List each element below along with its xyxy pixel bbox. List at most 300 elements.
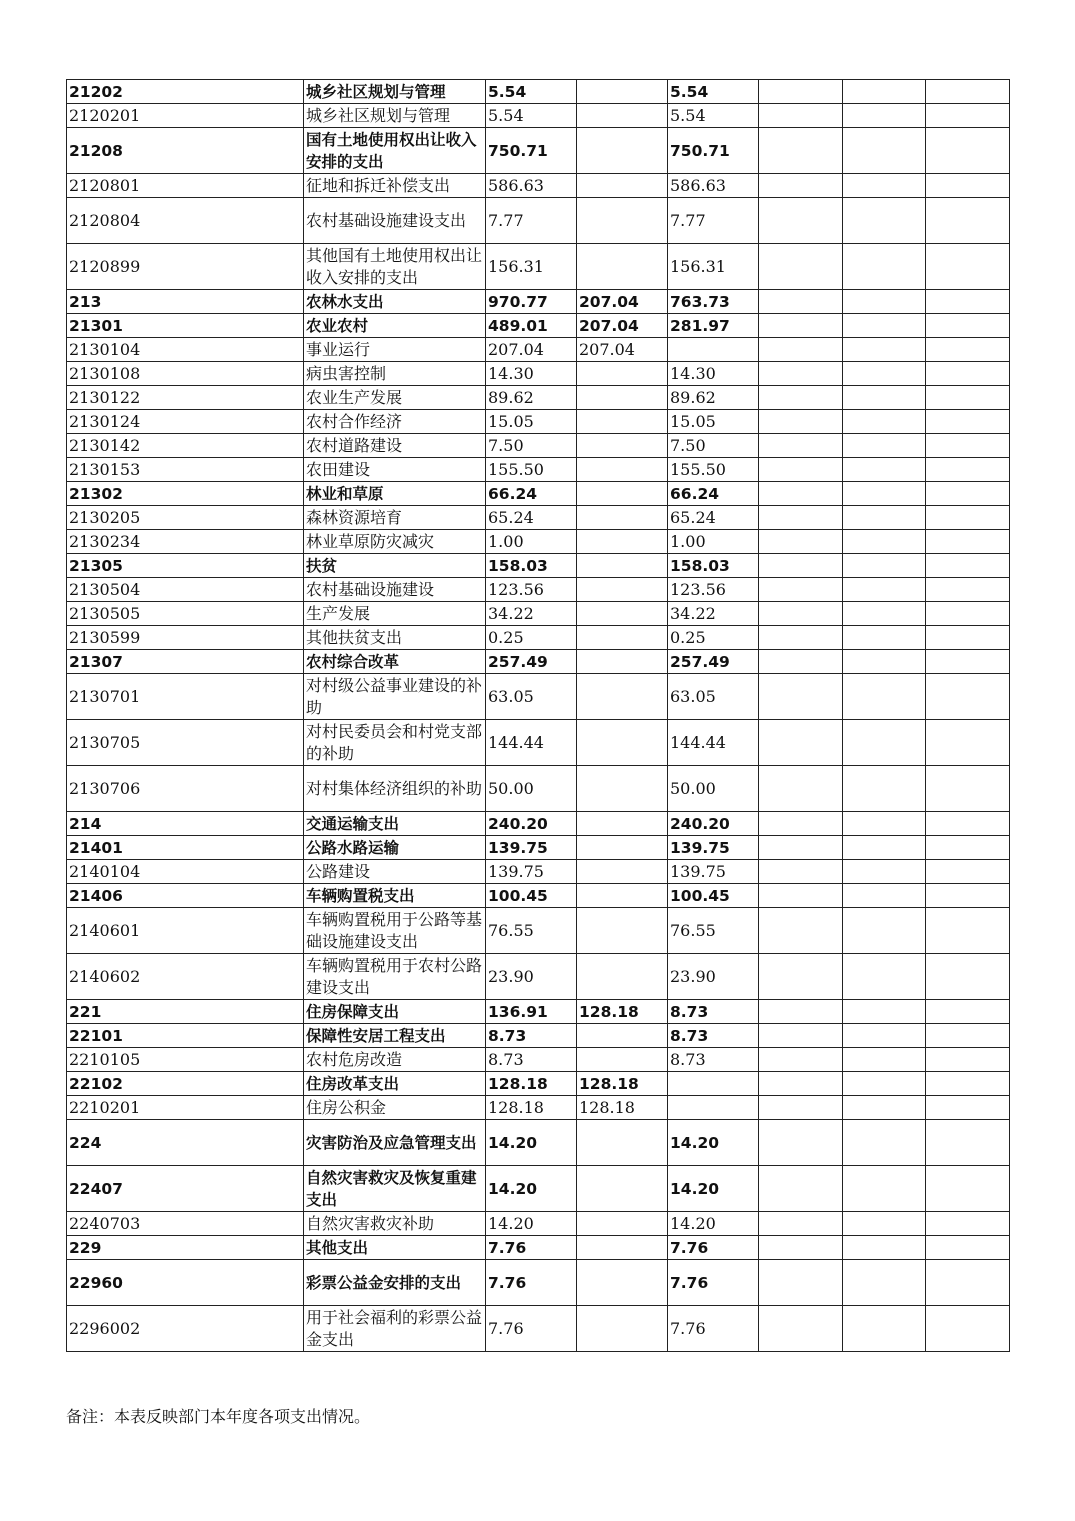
empty-cell: [926, 954, 1010, 1000]
name-cell: 生产发展: [304, 602, 486, 626]
code-cell: 22102: [67, 1072, 304, 1096]
empty-cell: [926, 1048, 1010, 1072]
project-cell: 66.24: [668, 482, 759, 506]
empty-cell: [759, 554, 843, 578]
basic-cell: 207.04: [577, 314, 668, 338]
total-cell: 5.54: [486, 104, 577, 128]
total-cell: 7.50: [486, 434, 577, 458]
total-cell: 155.50: [486, 458, 577, 482]
empty-cell: [843, 554, 926, 578]
empty-cell: [926, 104, 1010, 128]
empty-cell: [759, 812, 843, 836]
table-row: [67, 720, 1010, 766]
code-cell: 2130205: [67, 506, 304, 530]
empty-cell: [843, 812, 926, 836]
empty-cell: [843, 1306, 926, 1352]
project-cell: 155.50: [668, 458, 759, 482]
project-cell: 100.45: [668, 884, 759, 908]
empty-cell: [843, 80, 926, 104]
table-row: [67, 410, 1010, 434]
basic-cell: 128.18: [577, 1000, 668, 1024]
basic-cell: [577, 812, 668, 836]
empty-cell: [759, 410, 843, 434]
empty-cell: [843, 1024, 926, 1048]
total-cell: 7.76: [486, 1236, 577, 1260]
code-cell: 2130701: [67, 674, 304, 720]
project-cell: 7.50: [668, 434, 759, 458]
empty-cell: [843, 410, 926, 434]
total-cell: 14.30: [486, 362, 577, 386]
code-cell: 224: [67, 1120, 304, 1166]
empty-cell: [759, 198, 843, 244]
empty-cell: [926, 626, 1010, 650]
project-cell: 7.77: [668, 198, 759, 244]
table-row: [67, 174, 1010, 198]
empty-cell: [926, 836, 1010, 860]
basic-cell: 128.18: [577, 1096, 668, 1120]
empty-cell: [843, 626, 926, 650]
basic-cell: [577, 860, 668, 884]
name-cell: 用于社会福利的彩票公益金支出: [304, 1306, 486, 1352]
code-cell: 2130104: [67, 338, 304, 362]
empty-cell: [759, 338, 843, 362]
empty-cell: [926, 244, 1010, 290]
empty-cell: [759, 506, 843, 530]
table-row: [67, 1000, 1010, 1024]
empty-cell: [759, 530, 843, 554]
table-row: [67, 314, 1010, 338]
basic-cell: [577, 954, 668, 1000]
name-cell: 对村民委员会和村党支部的补助: [304, 720, 486, 766]
empty-cell: [843, 1166, 926, 1212]
basic-cell: [577, 836, 668, 860]
project-cell: 5.54: [668, 104, 759, 128]
basic-cell: [577, 1024, 668, 1048]
code-cell: 2130108: [67, 362, 304, 386]
code-cell: 21401: [67, 836, 304, 860]
empty-cell: [926, 1236, 1010, 1260]
basic-cell: [577, 386, 668, 410]
empty-cell: [926, 650, 1010, 674]
empty-cell: [843, 1072, 926, 1096]
empty-cell: [926, 1212, 1010, 1236]
empty-cell: [926, 602, 1010, 626]
empty-cell: [926, 198, 1010, 244]
empty-cell: [926, 554, 1010, 578]
empty-cell: [926, 720, 1010, 766]
empty-cell: [843, 1212, 926, 1236]
project-cell: 0.25: [668, 626, 759, 650]
project-cell: 50.00: [668, 766, 759, 812]
empty-cell: [926, 1120, 1010, 1166]
empty-cell: [759, 1306, 843, 1352]
total-cell: 50.00: [486, 766, 577, 812]
project-cell: 158.03: [668, 554, 759, 578]
table-row: [67, 884, 1010, 908]
name-cell: 自然灾害救灾及恢复重建支出: [304, 1166, 486, 1212]
empty-cell: [759, 1120, 843, 1166]
empty-cell: [759, 244, 843, 290]
empty-cell: [843, 602, 926, 626]
name-cell: 农村基础设施建设: [304, 578, 486, 602]
empty-cell: [759, 766, 843, 812]
code-cell: 22960: [67, 1260, 304, 1306]
total-cell: 7.77: [486, 198, 577, 244]
code-cell: 21202: [67, 80, 304, 104]
empty-cell: [843, 244, 926, 290]
code-cell: 22101: [67, 1024, 304, 1048]
empty-cell: [926, 290, 1010, 314]
basic-cell: [577, 908, 668, 954]
empty-cell: [843, 338, 926, 362]
name-cell: 征地和拆迁补偿支出: [304, 174, 486, 198]
empty-cell: [926, 1306, 1010, 1352]
empty-cell: [843, 530, 926, 554]
code-cell: 2240703: [67, 1212, 304, 1236]
total-cell: 14.20: [486, 1120, 577, 1166]
total-cell: 128.18: [486, 1072, 577, 1096]
empty-cell: [843, 954, 926, 1000]
basic-cell: [577, 244, 668, 290]
code-cell: 2130124: [67, 410, 304, 434]
basic-cell: [577, 434, 668, 458]
total-cell: 123.56: [486, 578, 577, 602]
project-cell: 8.73: [668, 1024, 759, 1048]
empty-cell: [926, 80, 1010, 104]
basic-cell: [577, 410, 668, 434]
total-cell: 156.31: [486, 244, 577, 290]
code-cell: 2130706: [67, 766, 304, 812]
table-row: [67, 1120, 1010, 1166]
expenditure-table: [66, 79, 1010, 1352]
empty-cell: [926, 314, 1010, 338]
empty-cell: [759, 884, 843, 908]
basic-cell: 128.18: [577, 1072, 668, 1096]
empty-cell: [759, 314, 843, 338]
table-row: [67, 908, 1010, 954]
project-cell: 123.56: [668, 578, 759, 602]
code-cell: 21208: [67, 128, 304, 174]
name-cell: 国有土地使用权出让收入安排的支出: [304, 128, 486, 174]
total-cell: 76.55: [486, 908, 577, 954]
empty-cell: [926, 884, 1010, 908]
code-cell: 2130504: [67, 578, 304, 602]
table-row: [67, 674, 1010, 720]
total-cell: 144.44: [486, 720, 577, 766]
empty-cell: [759, 482, 843, 506]
empty-cell: [843, 314, 926, 338]
empty-cell: [926, 458, 1010, 482]
total-cell: 970.77: [486, 290, 577, 314]
empty-cell: [759, 1236, 843, 1260]
basic-cell: [577, 650, 668, 674]
name-cell: 城乡社区规划与管理: [304, 80, 486, 104]
empty-cell: [759, 836, 843, 860]
total-cell: 89.62: [486, 386, 577, 410]
empty-cell: [759, 80, 843, 104]
name-cell: 公路建设: [304, 860, 486, 884]
basic-cell: [577, 1048, 668, 1072]
code-cell: 2130599: [67, 626, 304, 650]
empty-cell: [926, 1260, 1010, 1306]
name-cell: 灾害防治及应急管理支出: [304, 1120, 486, 1166]
basic-cell: [577, 128, 668, 174]
total-cell: 8.73: [486, 1048, 577, 1072]
basic-cell: [577, 884, 668, 908]
empty-cell: [759, 602, 843, 626]
empty-cell: [759, 720, 843, 766]
empty-cell: [843, 860, 926, 884]
project-cell: 76.55: [668, 908, 759, 954]
basic-cell: [577, 1260, 668, 1306]
basic-cell: [577, 530, 668, 554]
project-cell: 63.05: [668, 674, 759, 720]
total-cell: 34.22: [486, 602, 577, 626]
empty-cell: [843, 908, 926, 954]
project-cell: 7.76: [668, 1306, 759, 1352]
empty-cell: [843, 362, 926, 386]
empty-cell: [759, 1072, 843, 1096]
table-row: [67, 1212, 1010, 1236]
name-cell: 交通运输支出: [304, 812, 486, 836]
empty-cell: [926, 482, 1010, 506]
name-cell: 住房公积金: [304, 1096, 486, 1120]
total-cell: 23.90: [486, 954, 577, 1000]
project-cell: [668, 1096, 759, 1120]
code-cell: 21307: [67, 650, 304, 674]
empty-cell: [926, 908, 1010, 954]
total-cell: 158.03: [486, 554, 577, 578]
name-cell: 其他扶贫支出: [304, 626, 486, 650]
name-cell: 农业生产发展: [304, 386, 486, 410]
empty-cell: [843, 884, 926, 908]
table-row: [67, 104, 1010, 128]
code-cell: 2120201: [67, 104, 304, 128]
total-cell: 136.91: [486, 1000, 577, 1024]
code-cell: 229: [67, 1236, 304, 1260]
total-cell: 207.04: [486, 338, 577, 362]
empty-cell: [759, 128, 843, 174]
name-cell: 对村集体经济组织的补助: [304, 766, 486, 812]
table-row: [67, 954, 1010, 1000]
empty-cell: [759, 104, 843, 128]
empty-cell: [926, 812, 1010, 836]
basic-cell: [577, 198, 668, 244]
empty-cell: [759, 434, 843, 458]
name-cell: 车辆购置税支出: [304, 884, 486, 908]
basic-cell: [577, 362, 668, 386]
empty-cell: [926, 674, 1010, 720]
name-cell: 农村基础设施建设支出: [304, 198, 486, 244]
name-cell: 林业和草原: [304, 482, 486, 506]
basic-cell: [577, 1306, 668, 1352]
code-cell: 2210201: [67, 1096, 304, 1120]
empty-cell: [926, 362, 1010, 386]
name-cell: 公路水路运输: [304, 836, 486, 860]
code-cell: 21406: [67, 884, 304, 908]
table-row: [67, 386, 1010, 410]
project-cell: 750.71: [668, 128, 759, 174]
code-cell: 2120804: [67, 198, 304, 244]
code-cell: 214: [67, 812, 304, 836]
name-cell: 保障性安居工程支出: [304, 1024, 486, 1048]
project-cell: 139.75: [668, 836, 759, 860]
project-cell: 14.30: [668, 362, 759, 386]
name-cell: 森林资源培育: [304, 506, 486, 530]
name-cell: 农村合作经济: [304, 410, 486, 434]
empty-cell: [926, 338, 1010, 362]
table-row: [67, 80, 1010, 104]
empty-cell: [926, 578, 1010, 602]
empty-cell: [843, 482, 926, 506]
table-row: [67, 626, 1010, 650]
empty-cell: [843, 766, 926, 812]
code-cell: 2120801: [67, 174, 304, 198]
table-row: [67, 530, 1010, 554]
basic-cell: [577, 720, 668, 766]
empty-cell: [843, 578, 926, 602]
name-cell: 农村综合改革: [304, 650, 486, 674]
empty-cell: [843, 174, 926, 198]
total-cell: 139.75: [486, 836, 577, 860]
table-row: [67, 1096, 1010, 1120]
table-row: [67, 602, 1010, 626]
table-row: [67, 458, 1010, 482]
project-cell: [668, 1072, 759, 1096]
project-cell: 34.22: [668, 602, 759, 626]
total-cell: 15.05: [486, 410, 577, 434]
code-cell: 2130153: [67, 458, 304, 482]
basic-cell: [577, 1212, 668, 1236]
table-row: [67, 1072, 1010, 1096]
total-cell: 489.01: [486, 314, 577, 338]
table-row: [67, 650, 1010, 674]
name-cell: 事业运行: [304, 338, 486, 362]
total-cell: 5.54: [486, 80, 577, 104]
project-cell: 8.73: [668, 1048, 759, 1072]
total-cell: 66.24: [486, 482, 577, 506]
code-cell: 21305: [67, 554, 304, 578]
empty-cell: [926, 386, 1010, 410]
code-cell: 221: [67, 1000, 304, 1024]
total-cell: 7.76: [486, 1260, 577, 1306]
code-cell: 2296002: [67, 1306, 304, 1352]
basic-cell: 207.04: [577, 290, 668, 314]
empty-cell: [926, 410, 1010, 434]
name-cell: 城乡社区规划与管理: [304, 104, 486, 128]
name-cell: 农林水支出: [304, 290, 486, 314]
code-cell: 2210105: [67, 1048, 304, 1072]
empty-cell: [843, 1000, 926, 1024]
project-cell: 763.73: [668, 290, 759, 314]
total-cell: 586.63: [486, 174, 577, 198]
code-cell: 2130234: [67, 530, 304, 554]
project-cell: 586.63: [668, 174, 759, 198]
total-cell: 14.20: [486, 1212, 577, 1236]
total-cell: 65.24: [486, 506, 577, 530]
empty-cell: [926, 1024, 1010, 1048]
empty-cell: [759, 908, 843, 954]
empty-cell: [843, 1096, 926, 1120]
name-cell: 自然灾害救灾补助: [304, 1212, 486, 1236]
table-row: [67, 836, 1010, 860]
table-row: [67, 482, 1010, 506]
total-cell: 257.49: [486, 650, 577, 674]
table-row: [67, 338, 1010, 362]
empty-cell: [759, 578, 843, 602]
table-row: [67, 860, 1010, 884]
table-row: [67, 812, 1010, 836]
project-cell: 14.20: [668, 1120, 759, 1166]
name-cell: 林业草原防灾减灾: [304, 530, 486, 554]
total-cell: 240.20: [486, 812, 577, 836]
basic-cell: [577, 104, 668, 128]
project-cell: 240.20: [668, 812, 759, 836]
code-cell: 21302: [67, 482, 304, 506]
total-cell: 750.71: [486, 128, 577, 174]
table-row: [67, 1166, 1010, 1212]
empty-cell: [759, 290, 843, 314]
empty-cell: [843, 836, 926, 860]
total-cell: 1.00: [486, 530, 577, 554]
name-cell: 车辆购置税用于农村公路建设支出: [304, 954, 486, 1000]
empty-cell: [759, 1166, 843, 1212]
empty-cell: [926, 434, 1010, 458]
basic-cell: 207.04: [577, 338, 668, 362]
basic-cell: [577, 554, 668, 578]
name-cell: 住房保障支出: [304, 1000, 486, 1024]
project-cell: 5.54: [668, 80, 759, 104]
empty-cell: [843, 650, 926, 674]
empty-cell: [843, 458, 926, 482]
empty-cell: [926, 1096, 1010, 1120]
project-cell: 65.24: [668, 506, 759, 530]
empty-cell: [759, 626, 843, 650]
name-cell: 农村危房改造: [304, 1048, 486, 1072]
code-cell: 213: [67, 290, 304, 314]
code-cell: 2140602: [67, 954, 304, 1000]
empty-cell: [759, 1212, 843, 1236]
code-cell: 2120899: [67, 244, 304, 290]
empty-cell: [843, 674, 926, 720]
table-row: [67, 362, 1010, 386]
code-cell: 2140601: [67, 908, 304, 954]
empty-cell: [926, 506, 1010, 530]
empty-cell: [843, 720, 926, 766]
total-cell: 100.45: [486, 884, 577, 908]
total-cell: 128.18: [486, 1096, 577, 1120]
empty-cell: [926, 530, 1010, 554]
table-row: [67, 1024, 1010, 1048]
project-cell: 8.73: [668, 1000, 759, 1024]
empty-cell: [759, 860, 843, 884]
empty-cell: [843, 1260, 926, 1306]
table-note: 备注：本表反映部门本年度各项支出情况。: [66, 1407, 371, 1426]
empty-cell: [759, 1096, 843, 1120]
basic-cell: [577, 602, 668, 626]
code-cell: 21301: [67, 314, 304, 338]
basic-cell: [577, 174, 668, 198]
empty-cell: [843, 198, 926, 244]
empty-cell: [759, 954, 843, 1000]
empty-cell: [926, 860, 1010, 884]
project-cell: 1.00: [668, 530, 759, 554]
total-cell: 7.76: [486, 1306, 577, 1352]
empty-cell: [759, 458, 843, 482]
empty-cell: [843, 1120, 926, 1166]
total-cell: 0.25: [486, 626, 577, 650]
project-cell: 139.75: [668, 860, 759, 884]
